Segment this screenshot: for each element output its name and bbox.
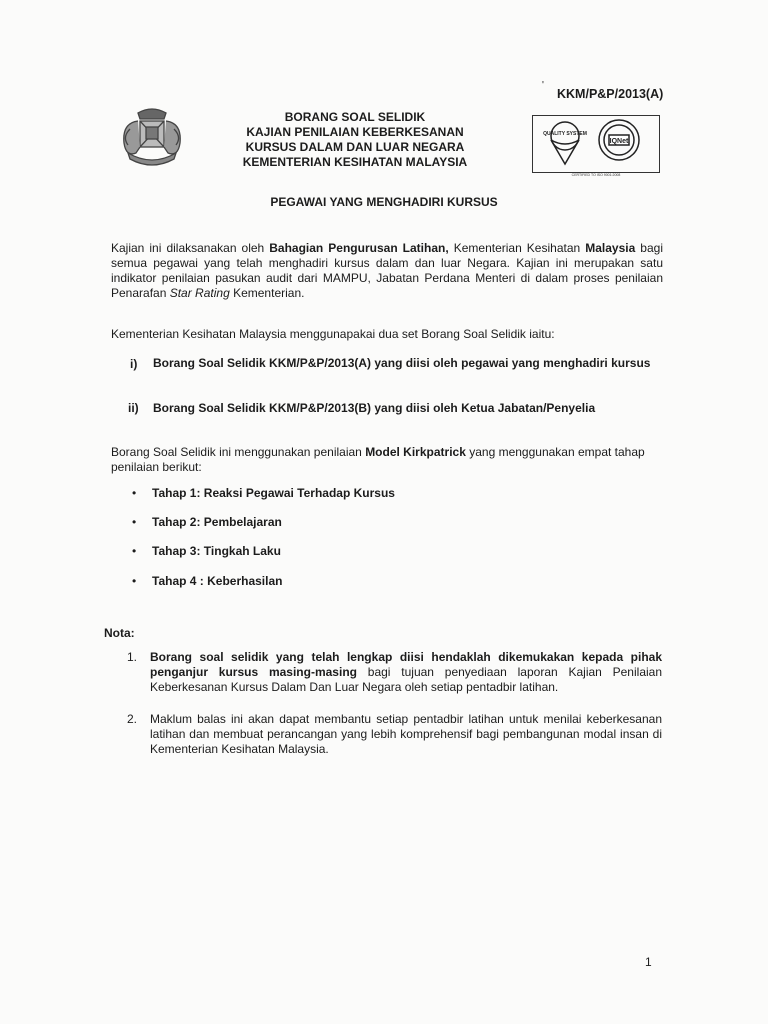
nota-item-1 <box>150 650 662 695</box>
model-text-1: Borang Soal Selidik ini menggunakan penilaian <box>111 445 366 459</box>
set-marker-1: i) <box>130 357 138 371</box>
set-marker-2: ii) <box>128 401 139 415</box>
intro-text-2: Kementerian Kesihatan <box>448 241 586 255</box>
model-paragraph <box>111 445 667 475</box>
bullet-1: • <box>132 486 137 500</box>
level-item-4: Tahap 4 : Keberhasilan <box>152 574 283 588</box>
page-number: 1 <box>645 955 652 969</box>
sets-intro: Kementerian Kesihatan Malaysia menggunapakai dua set Borang Soal Selidik iaitu: <box>111 327 555 341</box>
intro-bold-1: Bahagian Pengurusan Latihan, <box>269 241 449 255</box>
title-line-1: BORANG SOAL SELIDIK <box>284 110 426 124</box>
document-subtitle: PEGAWAI YANG MENGHADIRI KURSUS <box>270 195 498 209</box>
set-item-1: Borang Soal Selidik KKM/P&P/2013(A) yang diisi oleh pegawai yang menghadiri kursus <box>153 356 651 370</box>
model-bold: Model Kirkpatrick <box>365 445 466 459</box>
malaysia-coat-of-arms-icon <box>116 107 188 173</box>
intro-text-1: Kajian ini dilaksanakan oleh <box>111 241 270 255</box>
form-reference-code: KKM/P&P/2013(A) <box>557 87 664 101</box>
nota-item-1-text: bagi tujuan penyediaan laporan Kajian Penilaian Keberkesanan Kursus Dalam Dan Luar Negara oleh setiap pentadbir latihan. <box>150 665 662 694</box>
intro-bold-2: Malaysia <box>585 241 636 255</box>
set-item-2: Borang Soal Selidik KKM/P&P/2013(B) yang diisi oleh Ketua Jabatan/Penyelia <box>153 401 596 415</box>
intro-text-3: bagi semua pegawai yang telah menghadiri kursus dalam dan luar Negara. Kajian ini merupakan satu indikator penilaian pasukan audit dari MAMPU, Jabatan Perdana Menteri di dalam proses penilaian Penarafan <box>111 241 663 300</box>
nota-heading: Nota: <box>104 626 135 640</box>
tick-mark: ' <box>542 80 544 91</box>
iso-certification-icon <box>533 116 659 172</box>
certification-logos <box>532 115 660 173</box>
document-title <box>205 110 505 170</box>
nota-number-1: 1. <box>127 650 138 664</box>
cert-iqnet-text: IQNet <box>609 138 629 145</box>
bullet-2: • <box>132 515 137 529</box>
model-text-2: yang menggunakan empat tahap penilaian berikut: <box>111 445 645 474</box>
nota-item-2 <box>150 712 662 757</box>
certification-caption: CERTIFIED TO ISO 9001:2008 <box>571 173 621 177</box>
intro-italic-1: Star Rating <box>169 286 230 300</box>
cert-quality-text: QUALITY SYSTEM <box>543 131 587 137</box>
bullet-3: • <box>132 544 137 558</box>
level-item-1: Tahap 1: Reaksi Pegawai Terhadap Kursus <box>152 486 395 500</box>
bullet-4: • <box>132 574 137 588</box>
nota-item-2-text: Maklum balas ini akan dapat membantu setiap pentadbir latihan untuk menilai keberkesanan latihan dan membuat perancangan yang lebih komprehensif bagi pembangunan modal insan di Kementerian Kesihatan Malaysia. <box>150 712 662 756</box>
intro-paragraph <box>111 241 663 301</box>
nota-number-2: 2. <box>127 712 138 726</box>
level-item-3: Tahap 3: Tingkah Laku <box>152 544 281 558</box>
title-line-4: KEMENTERIAN KESIHATAN MALAYSIA <box>242 155 468 169</box>
title-line-2: KAJIAN PENILAIAN KEBERKESANAN <box>246 125 464 139</box>
level-item-2: Tahap 2: Pembelajaran <box>152 515 282 529</box>
intro-text-4: Kementerian. <box>229 286 305 300</box>
nota-item-1-bold: Borang soal selidik yang telah lengkap diisi hendaklah dikemukakan kepada pihak penganjur kursus masing-masing <box>150 650 662 679</box>
title-line-3: KURSUS DALAM DAN LUAR NEGARA <box>245 140 465 154</box>
